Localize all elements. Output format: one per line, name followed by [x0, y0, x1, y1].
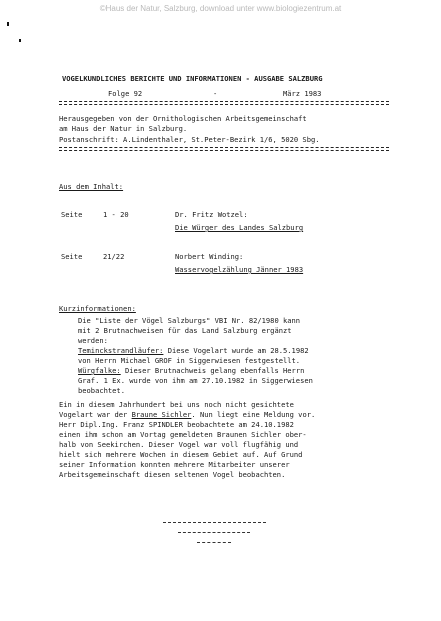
closing-dash-1 [163, 522, 266, 523]
publisher-line-1: Herausgegeben von der Ornithologischen Arbeitsgemeinschaft [59, 114, 307, 123]
contents-heading: Aus dem Inhalt: [59, 182, 124, 191]
contents-item-1-title: Die Würger des Landes Salzburg [175, 223, 304, 232]
issue-date: März 1983 [283, 89, 322, 98]
kurzinfo-para3-line-7: seiner Information konnten mehrere Mitarbeiter unserer [59, 460, 290, 469]
watermark: ©Haus der Natur, Salzburg, download unter www.biologiezentrum.at [99, 4, 342, 13]
kurzinfo-item-2 [78, 366, 304, 375]
newsletter-title: VOGELKUNDLICHES BERICHTE UND INFORMATIONEN - AUSGABE SALZBURG [62, 74, 323, 83]
issue-separator: - [213, 89, 218, 98]
kurzinfo-item-1 [78, 346, 309, 355]
kurzinfo-para3-line-2 [59, 410, 315, 419]
item-text: Dieser Brutnachweis gelang ebenfalls Herrn [120, 366, 305, 375]
contents-item-1-pages-label: Seite [61, 210, 83, 219]
kurzinfo-item-1-line-2: von Herrn Michael GROF in Siggerwiesen festgestellt. [78, 356, 301, 365]
kurzinfo-heading: Kurzinformationen: [59, 304, 136, 313]
contents-item-2-pages: 21/22 [103, 252, 125, 261]
issue-number: Folge 92 [108, 89, 143, 98]
scan-speck [19, 39, 21, 42]
publisher-rule [59, 147, 389, 151]
kurzinfo-para3-line-4: einen ihm schon am Vortag gemeldeten Braunen Sichler ober- [59, 430, 307, 439]
species-term: Braune Sichler [131, 410, 192, 419]
kurzinfo-item-2-line-3: beobachtet. [78, 386, 125, 395]
scan-speck [7, 22, 9, 26]
kurzinfo-para3-line-5: halb von Seekirchen. Dieser Vogel war voll flugfähig und [59, 440, 299, 449]
publisher-line-2: am Haus der Natur in Salzburg. [59, 124, 188, 133]
kurzinfo-para3-line-8: Arbeitsgemeinschaft diesen seltenen Vogel beobachten. [59, 470, 286, 479]
kurzinfo-para1-line-1: Die "Liste der Vögel Salzburgs" VBI Nr. 82/1980 kann [78, 316, 301, 325]
kurzinfo-para3-line-3: Herr Dipl.Ing. Franz SPINDLER beobachtete am 24.10.1982 [59, 420, 294, 429]
kurzinfo-para1-line-2: mit 2 Brutnachweisen für das Land Salzburg ergänzt [78, 326, 292, 335]
para-text: . Nun liegt eine Meldung vor. [191, 410, 316, 419]
species-term: Würgfalke: [78, 366, 121, 375]
item-text: Diese Vogelart wurde am 28.5.1982 [163, 346, 309, 355]
closing-dash-2 [178, 532, 250, 533]
species-term: Teminckstrandläufer: [78, 346, 164, 355]
contents-item-1-pages: 1 - 20 [103, 210, 129, 219]
publisher-line-3: Postanschrift: A.Lindenthaler, St.Peter-Bezirk 1/6, 5020 Sbg. [59, 135, 320, 144]
kurzinfo-para3-line-6: hielt sich mehrere Wochen in diesem Gebiet auf. Auf Grund [59, 450, 303, 459]
contents-item-1-author: Dr. Fritz Wotzel: [175, 210, 248, 219]
contents-item-2-pages-label: Seite [61, 252, 83, 261]
kurzinfo-para1-line-3: werden: [78, 336, 108, 345]
closing-dash-3 [197, 542, 231, 543]
para-text: Vogelart war der [59, 410, 132, 419]
contents-item-2-title: Wasservogelzählung Jänner 1983 [175, 265, 304, 274]
kurzinfo-para3-line-1: Ein in diesem Jahrhundert bei uns noch nicht gesichtete [59, 400, 294, 409]
kurzinfo-item-2-line-2: Graf. 1 Ex. wurde von ihm am 27.10.1982 in Siggerwiesen [78, 376, 313, 385]
contents-item-2-author: Norbert Winding: [175, 252, 244, 261]
header-rule [59, 101, 389, 105]
